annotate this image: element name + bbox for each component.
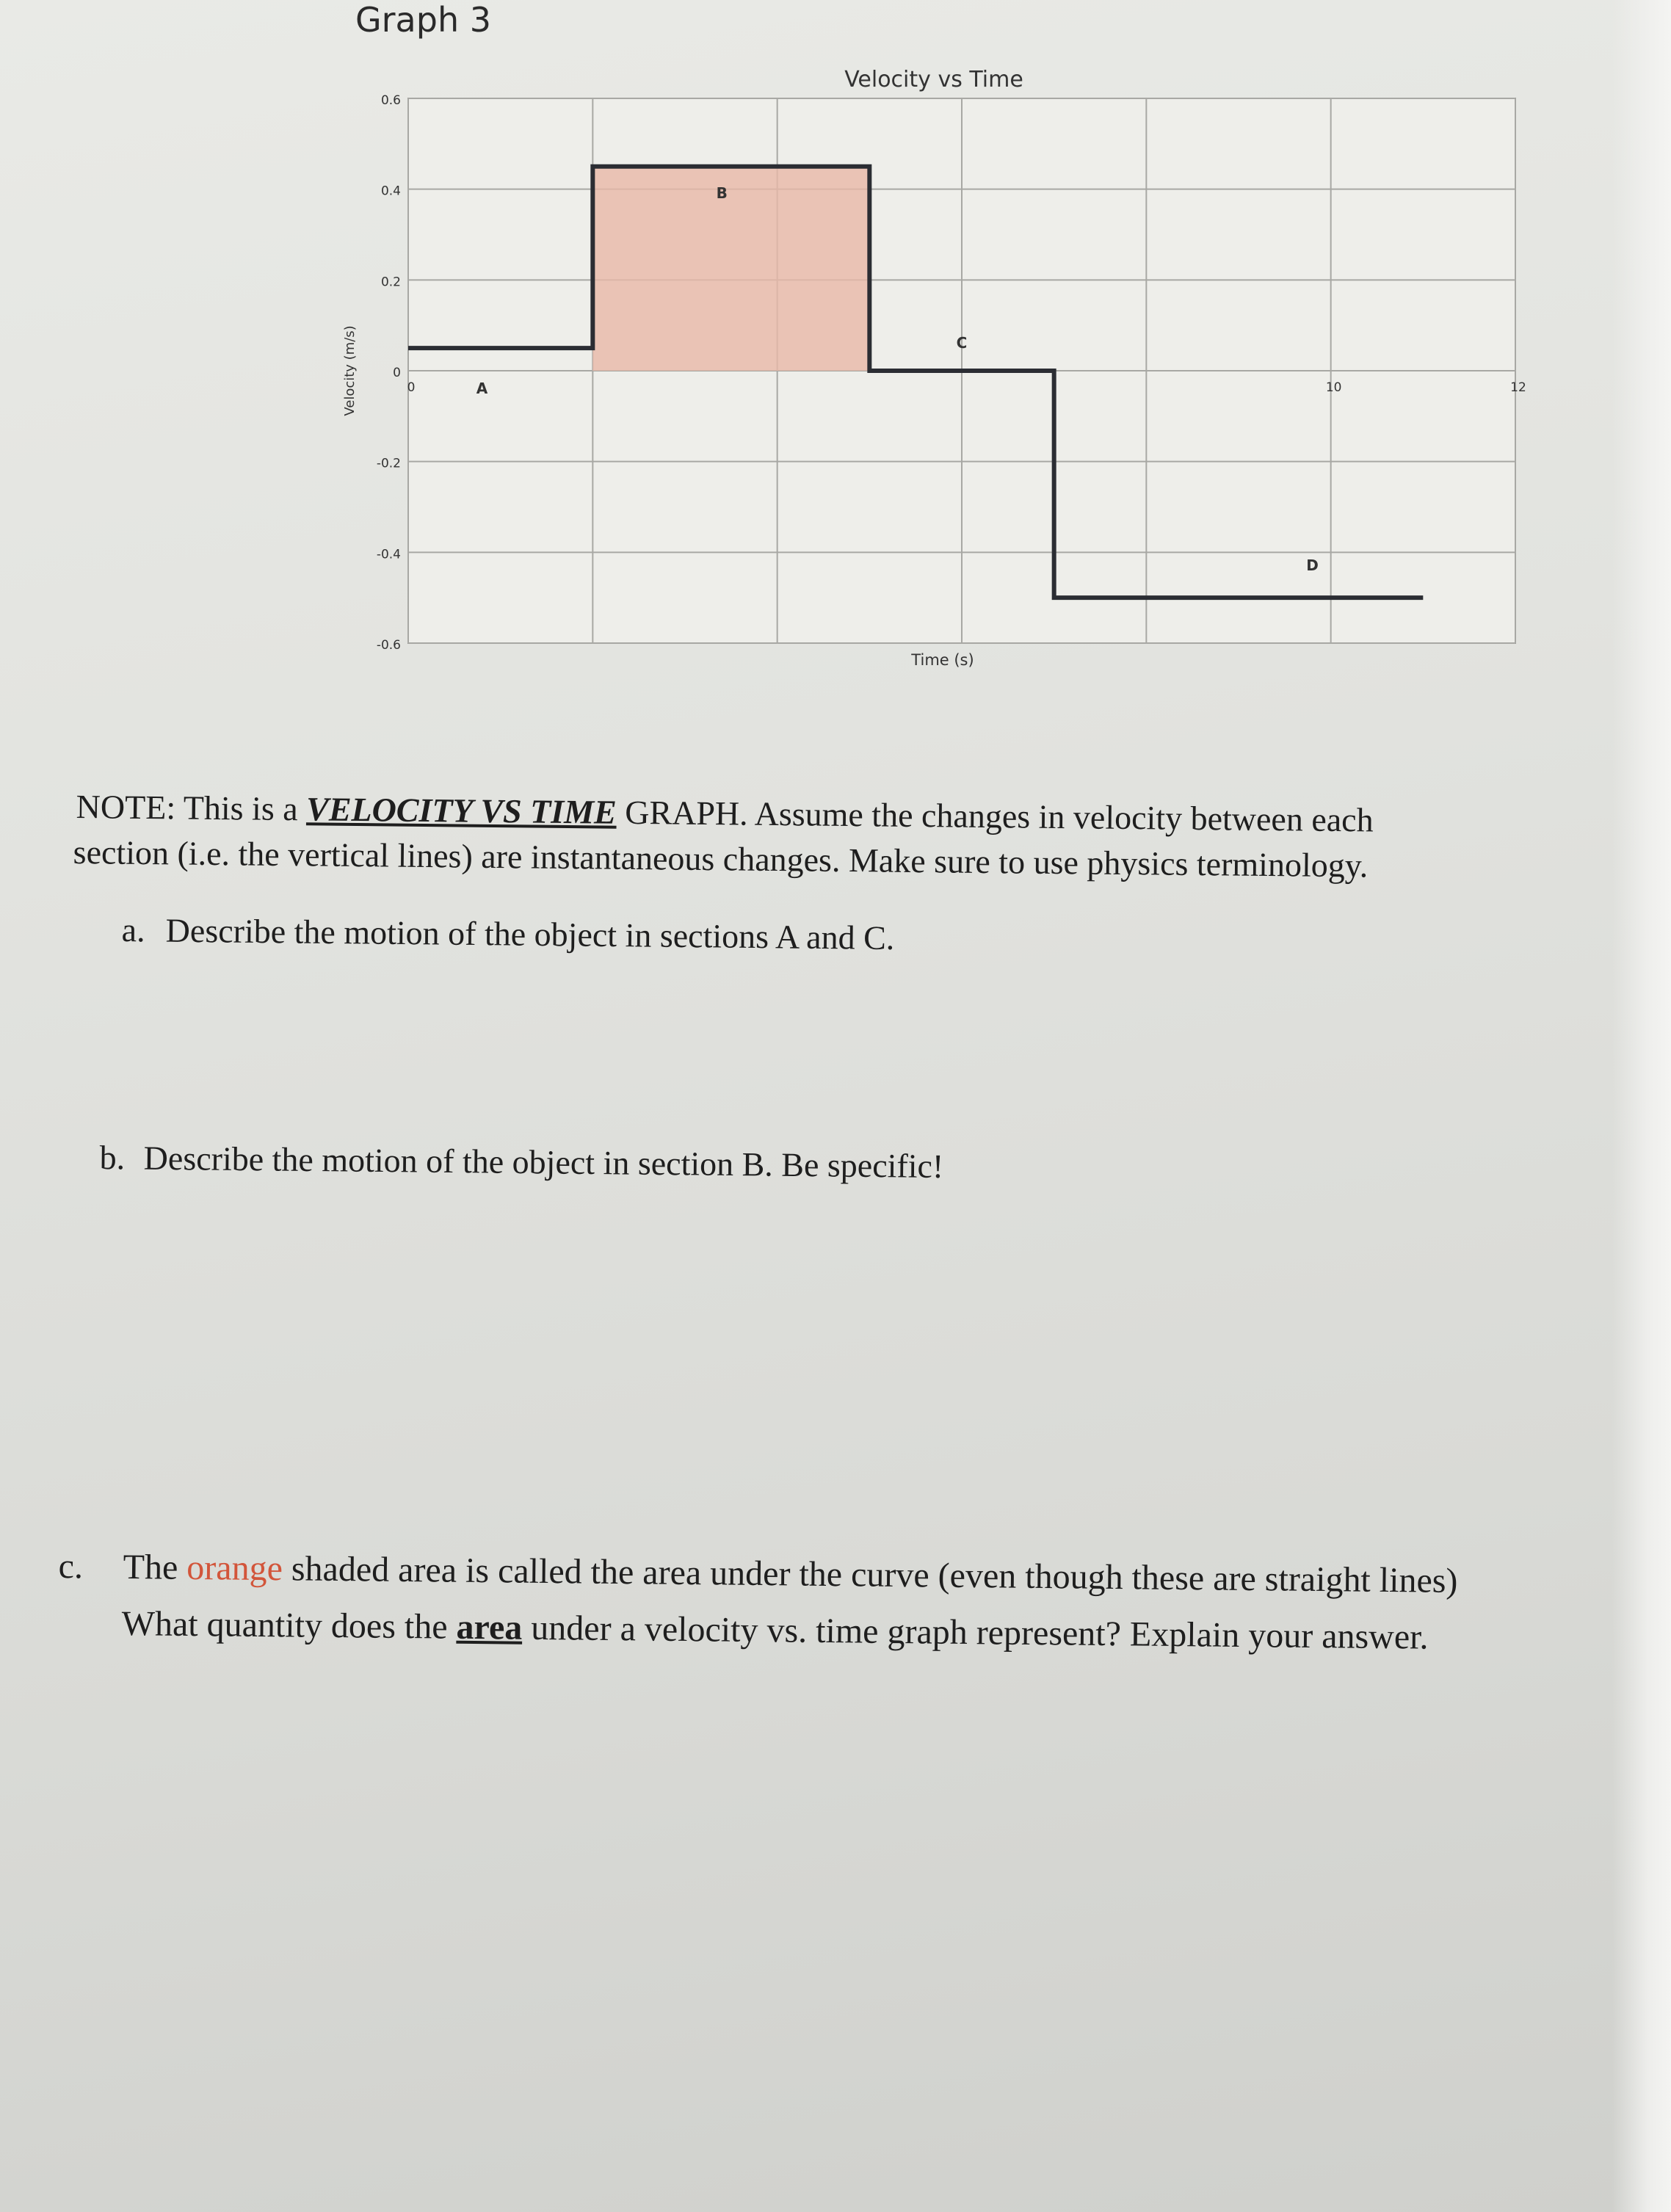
question-c-line2-post: under a velocity vs. time graph represent? Explain your answer. <box>522 1608 1429 1657</box>
question-b-text: Describe the motion of the object in section B. Be specific! <box>143 1139 944 1186</box>
x-tick-label: 10 <box>1325 380 1342 395</box>
y-tick-label: -0.6 <box>376 638 401 653</box>
question-a <box>121 910 894 957</box>
note-line-2: section (i.e. the vertical lines) are instantaneous changes. Make sure to use physics terminology. <box>73 833 1369 885</box>
section-label-a: A <box>476 379 488 397</box>
section-label-b: B <box>716 184 728 203</box>
question-c-line2-pre: What quantity does the <box>121 1604 457 1647</box>
question-c-line-1 <box>58 1546 1457 1601</box>
note-prefix: NOTE: This is a <box>76 788 307 828</box>
section-label-c: C <box>956 334 968 352</box>
question-c-text-post: shaded area is called the area under the curve (even though these are straight lines) <box>282 1549 1458 1600</box>
question-c-line-2 <box>121 1603 1428 1658</box>
graph-label: Graph 3 <box>355 0 491 40</box>
x-tick-label: 12 <box>1510 380 1526 395</box>
question-c-text-pre: The <box>123 1547 187 1587</box>
note-emphasis: VELOCITY VS TIME <box>305 790 617 831</box>
question-b-marker: b. <box>99 1139 126 1177</box>
question-b <box>99 1138 943 1186</box>
shaded-area-region-b <box>592 167 869 371</box>
y-tick-label: 0 <box>393 366 401 380</box>
question-c-area-word: area <box>456 1607 523 1647</box>
section-label-d: D <box>1306 556 1319 575</box>
y-tick-label: 0.2 <box>380 275 401 290</box>
chart-title: Velocity vs Time <box>844 67 1023 93</box>
x-tick-label: 0 <box>407 380 416 395</box>
y-tick-label: -0.2 <box>376 456 401 471</box>
velocity-time-chart <box>0 0 1671 705</box>
note-suffix: GRAPH. Assume the changes in velocity between each <box>616 793 1374 839</box>
note-line-1 <box>76 787 1373 840</box>
y-tick-label: 0.4 <box>380 184 401 199</box>
y-axis-label: Velocity (m/s) <box>342 325 358 416</box>
question-c-marker: c. <box>58 1547 84 1587</box>
y-tick-label: 0.6 <box>380 93 401 108</box>
question-c-orange-word: orange <box>186 1548 283 1589</box>
question-a-marker: a. <box>121 911 145 949</box>
y-tick-label: -0.4 <box>376 547 401 562</box>
x-axis-label: Time (s) <box>911 651 974 669</box>
question-a-text: Describe the motion of the object in sections A and C. <box>165 911 895 957</box>
